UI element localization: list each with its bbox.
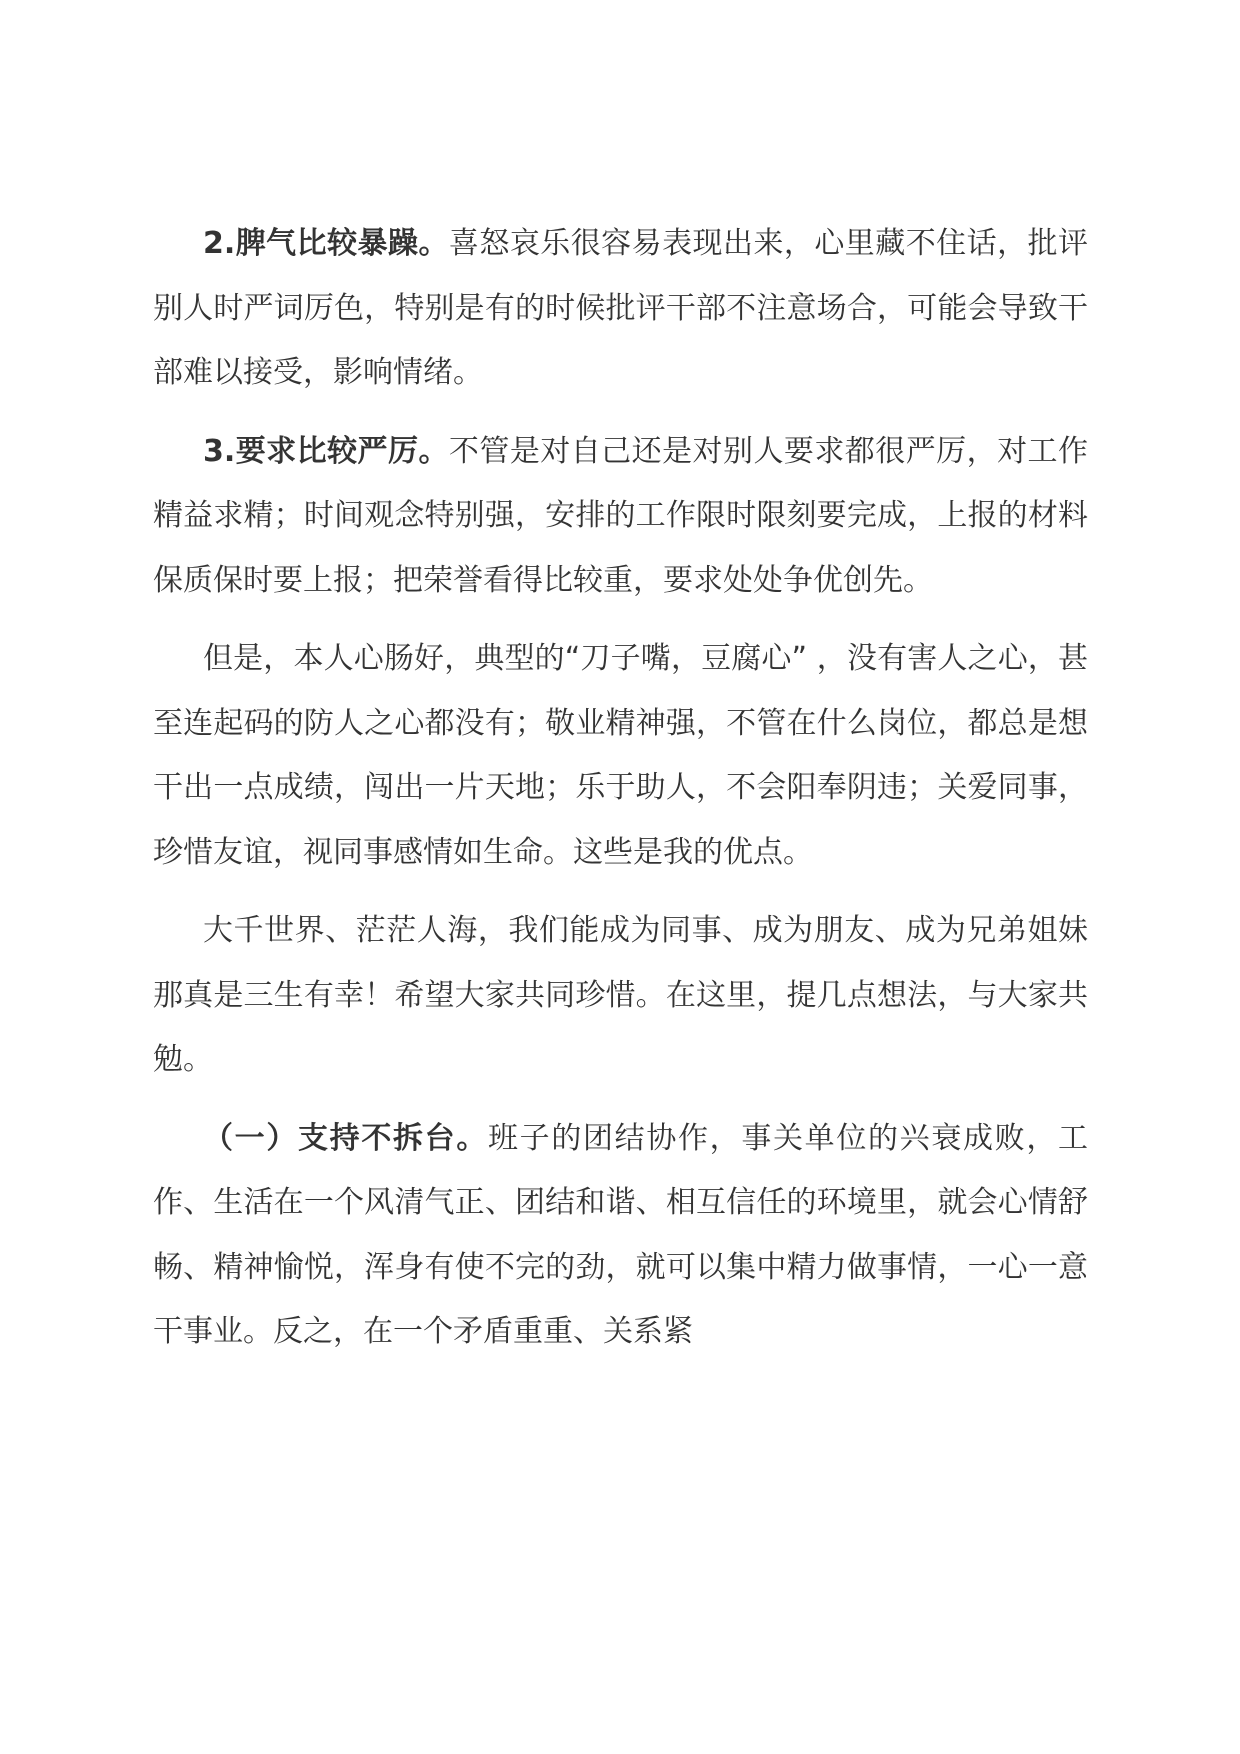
paragraph-heading: （一）支持不拆台。 [203,1120,488,1156]
paragraph-heading: 3.要求比较严厉。 [203,433,449,469]
paragraph-strengths [153,627,1088,885]
paragraph-text: 大千世界、茫茫人海，我们能成为同事、成为朋友、成为兄弟姐妹那真是三生有幸！希望大家共同珍惜。在这里，提几点想法，与大家共勉。 [153,913,1088,1077]
paragraph-text: 喜怒哀乐很容易表现出来，心里藏不住话，批评别人时严词厉色，特别是有的时候批评干部不注意场合，可能会导致干部难以接受，影响情绪。 [153,226,1088,390]
paragraph-strict-requirements [153,420,1088,614]
paragraph-temper [153,212,1088,406]
document-body [153,212,1088,1379]
paragraph-text: 班子的团结协作，事关单位的兴衰成败，工作、生活在一个风清气正、团结和谐、相互信任的环境里，就会心情舒畅、精神愉悦，浑身有使不完的劲，就可以集中精力做事情，一心一意干事业。反之，在一个矛盾重重、关系紧 [153,1120,1088,1349]
paragraph-heading: 2.脾气比较暴躁。 [203,226,449,261]
paragraph-text: 不管是对自己还是对别人要求都很严厉，对工作精益求精；时间观念特别强，安排的工作限时限刻要完成，上报的材料保质保时要上报；把荣誉看得比较重，要求处处争优创先。 [153,433,1088,598]
paragraph-cherish [153,899,1088,1093]
paragraph-support [153,1107,1088,1365]
paragraph-text: 但是，本人心肠好，典型的“刀子嘴，豆腐心” ，没有害人之心，甚至连起码的防人之心都没有；敬业精神强，不管在什么岗位，都总是想干出一点成绩，闯出一片天地；乐于助人，不会阳奉阴违；关爱同事，珍惜友谊，视同事感情如生命。这些是我的优点。 [153,641,1088,870]
